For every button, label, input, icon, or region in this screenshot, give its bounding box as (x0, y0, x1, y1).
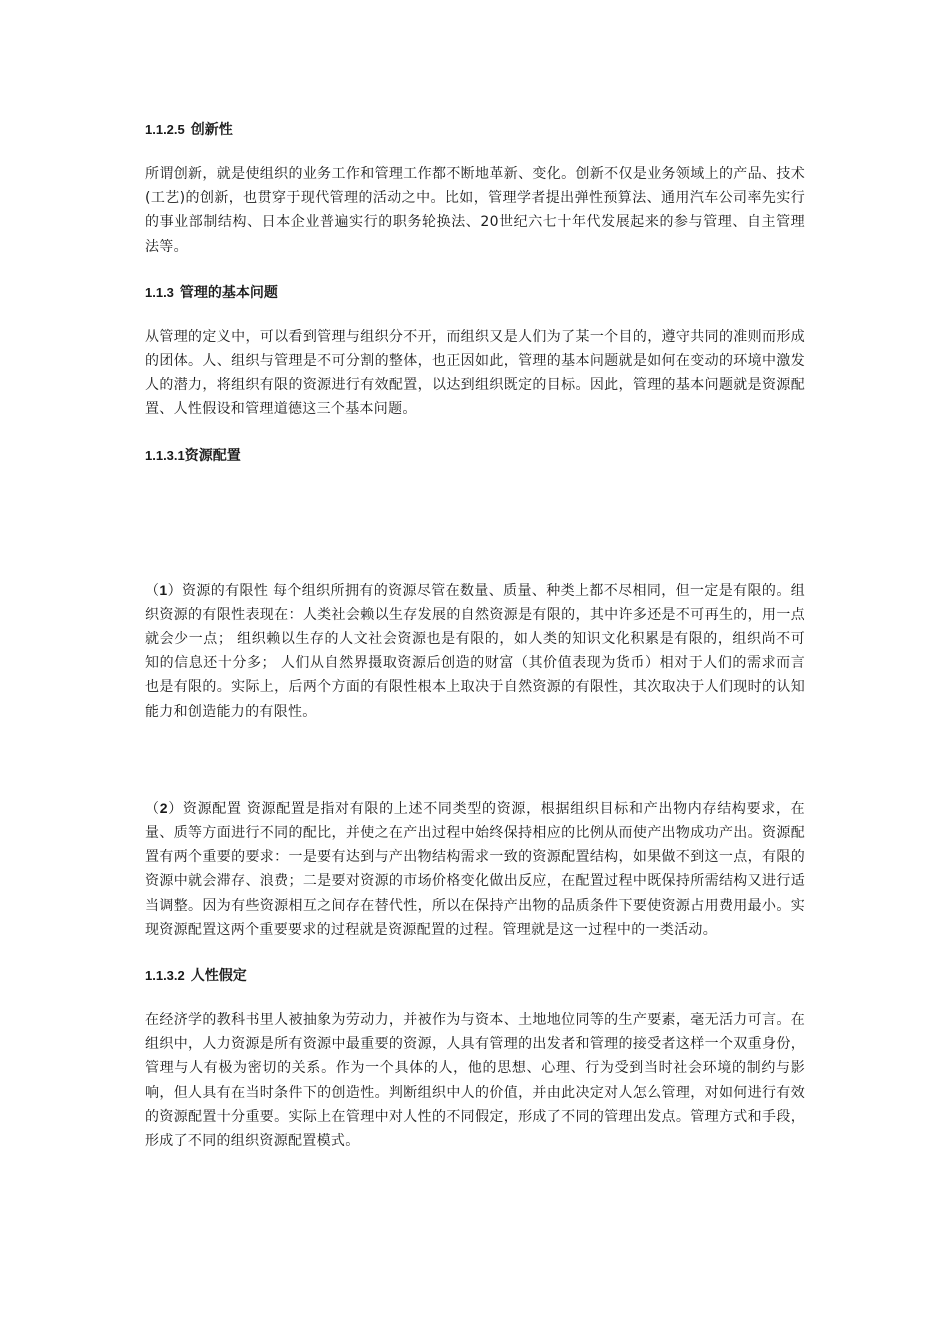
heading-1-1-3 (145, 281, 805, 305)
paragraph-human-nature: 在经济学的教科书里人被抽象为劳动力，并被作为与资本、土地地位同等的生产要素，毫无活力可言。在组织中，人力资源是所有资源中最重要的资源，人具有管理的出发者和管理的接受者这样一个双重身份，管理与人有极为密切的关系。作为一个具体的人，他的思想、心理、行为受到当时社会环境的制约与影响，但人具有在当时条件下的创造性。判断组织中人的价值，并由此决定对人怎么管理，对如何进行有效的资源配置十分重要。实际上在管理中对人性的不同假定，形成了不同的管理出发点。管理方式和手段，形成了不同的组织资源配置模式。 (145, 1012, 805, 1150)
paragraph-text: ）资源配置 资源配置是指对有限的上述不同类型的资源，根据组织目标和产出物内存结构要求，在量、质等方面进行不同的配比，并使之在产出过程中始终保持相应的比例从而使产出物成功产出。资源配置有两个重要的要求：一是要有达到与产出物结构需求一致的资源配置结构，如果做不到这一点，有限的资源中就会滞存、浪费；二是要对资源的市场价格变化做出反应，在配置过程中既保持所需结构又进行适当调整。因为有些资源相互之间存在替代性，所以在保持产出物的品质条件下要使资源占用费用最小。实现资源配置这两个重要要求的过程就是资源配置的过程。管理就是这一过程中的一类活动。 (145, 800, 805, 938)
section-title: 创新性 (190, 122, 233, 138)
section-number: 1.1.3.2 (145, 968, 185, 984)
paren-open: （ (145, 800, 160, 817)
document-page (145, 118, 805, 1153)
section-title: 资源配置 (184, 447, 241, 464)
paragraph-text: ）资源的有限性 每个组织所拥有的资源尽管在数量、质量、种类上都不尽相同，但一定是有限的。组织资源的有限性表现在：人类社会赖以生存发展的自然资源是有限的，其中许多还是不可再生的，用一点就会少一点； 组织赖以生存的人文社会资源也是有限的，如人类的知识文化积累是有限的，组织尚不可知的信息还十分多； 人们从自然界摄取资源后创造的财富（其价值表现为货币）相对于人们的需求而言也是有限的。实际上，后两个方面的有限性根本上取决于自然资源的有限性，其次取决于人们现时的认知能力和创造能力的有限性。 (145, 582, 805, 720)
section-number: 1.1.2.5 (145, 122, 185, 137)
paren-open: （ (145, 582, 160, 599)
paragraph-innovation: 所谓创新，就是使组织的业务工作和管理工作都不断地革新、变化。创新不仅是业务领域上的产品、技术(工艺)的创新，也贯穿于现代管理的活动之中。比如，管理学者提出弹性预算法、通用汽车公司率先实行的事业部制结构、日本企业普遍实行的职务轮换法、20世纪六七十年代发展起来的参与管理、自主管理法等。 (145, 166, 805, 255)
section-title: 人性假定 (190, 968, 247, 985)
heading-1-1-3-1 (145, 444, 805, 468)
heading-1-1-3-2 (145, 964, 805, 988)
paragraph-resource-limitation (145, 578, 805, 724)
item-number: 1 (159, 581, 168, 598)
item-number: 2 (159, 799, 168, 816)
section-title: 管理的基本问题 (179, 284, 278, 301)
heading-1-1-2-5 (145, 118, 805, 142)
paragraph-basic-problems: 从管理的定义中，可以看到管理与组织分不开，而组织又是人们为了某一个目的，遵守共同的准则而形成的团体。人、组织与管理是不可分割的整体，也正因如此，管理的基本问题就是如何在变动的环境中激发人的潜力，将组织有限的资源进行有效配置，以达到组织既定的目标。因此，管理的基本问题就是资源配置、人性假设和管理道德这三个基本问题。 (145, 328, 805, 418)
section-number: 1.1.3 (145, 284, 174, 300)
paragraph-resource-allocation (145, 796, 805, 942)
section-number: 1.1.3.1 (145, 447, 185, 463)
